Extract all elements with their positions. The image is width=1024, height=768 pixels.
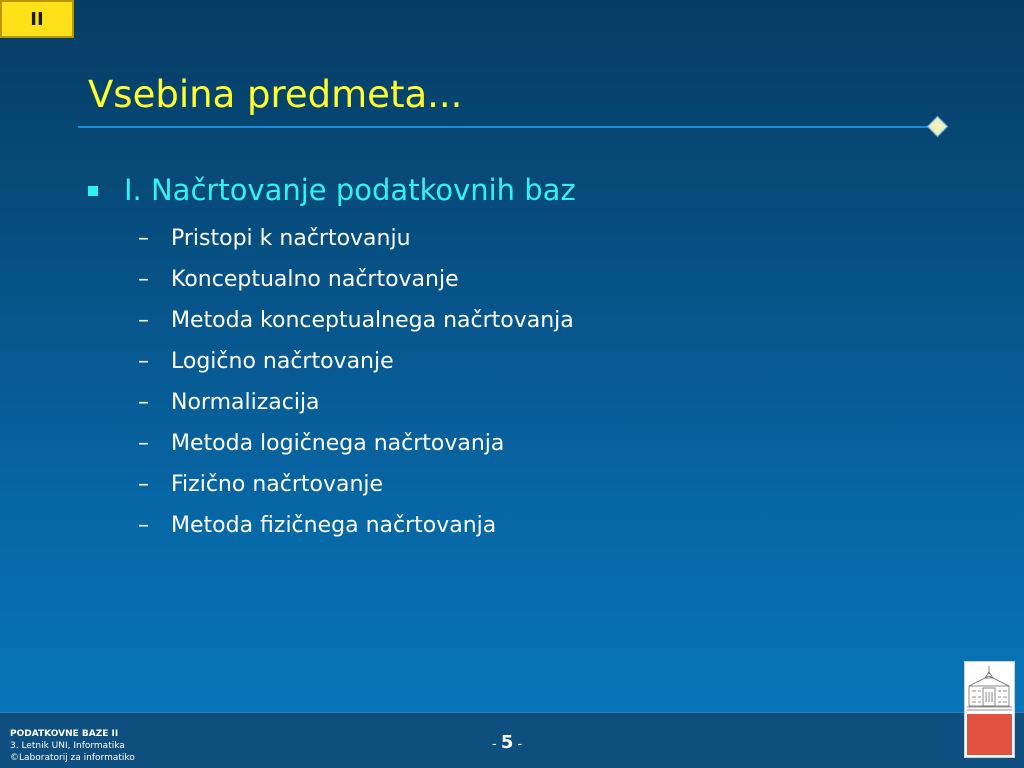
sub-bullet-item bbox=[138, 259, 574, 300]
page-prefix: - bbox=[492, 737, 501, 752]
sub-bullet-item bbox=[138, 505, 574, 546]
course-name: PODATKOVNE BAZE II bbox=[10, 729, 119, 739]
sub-bullet-item bbox=[138, 300, 574, 341]
sub-bullet-list bbox=[138, 218, 574, 546]
dash-bullet-icon: – bbox=[138, 308, 149, 333]
sub-bullet-label: Konceptualno načrtovanje bbox=[171, 267, 459, 292]
dash-bullet-icon: – bbox=[138, 390, 149, 415]
dash-bullet-icon: – bbox=[138, 349, 149, 374]
square-bullet-icon bbox=[88, 186, 98, 196]
sub-bullet-label: Metoda konceptualnega načrtovanja bbox=[171, 308, 574, 333]
main-bullet-label: I. Načrtovanje podatkovnih baz bbox=[124, 173, 576, 207]
sub-bullet-label: Pristopi k načrtovanju bbox=[171, 226, 411, 251]
page-suffix: - bbox=[513, 737, 523, 752]
sub-bullet-item bbox=[138, 464, 574, 505]
slide-title: Vsebina predmeta... bbox=[88, 73, 463, 116]
sub-bullet-label: Fizično načrtovanje bbox=[171, 472, 384, 497]
dash-bullet-icon: – bbox=[138, 431, 149, 456]
section-badge: II bbox=[0, 0, 74, 38]
dash-bullet-icon: – bbox=[138, 226, 149, 251]
university-logo bbox=[964, 661, 1015, 758]
copyright-notice: ©Laboratorij za informatiko bbox=[10, 753, 135, 763]
dash-bullet-icon: – bbox=[138, 513, 149, 538]
sub-bullet-label: Metoda fizičnega načrtovanja bbox=[171, 513, 497, 538]
page-number bbox=[492, 732, 522, 753]
sub-bullet-item bbox=[138, 218, 574, 259]
sub-bullet-item bbox=[138, 423, 574, 464]
title-divider bbox=[78, 126, 936, 128]
study-program: 3. Letnik UNI, Informatika bbox=[10, 741, 125, 751]
sub-bullet-label: Metoda logičnega načrtovanja bbox=[171, 431, 505, 456]
main-bullet-item bbox=[88, 170, 576, 210]
page-number-value: 5 bbox=[500, 732, 514, 753]
dash-bullet-icon: – bbox=[138, 472, 149, 497]
dash-bullet-icon: – bbox=[138, 267, 149, 292]
sub-bullet-item bbox=[138, 382, 574, 423]
footer-info bbox=[10, 728, 135, 764]
diamond-icon bbox=[927, 116, 948, 137]
sub-bullet-item bbox=[138, 341, 574, 382]
sub-bullet-label: Logično načrtovanje bbox=[171, 349, 394, 374]
sub-bullet-label: Normalizacija bbox=[171, 390, 320, 415]
university-building-logo bbox=[965, 662, 1014, 757]
